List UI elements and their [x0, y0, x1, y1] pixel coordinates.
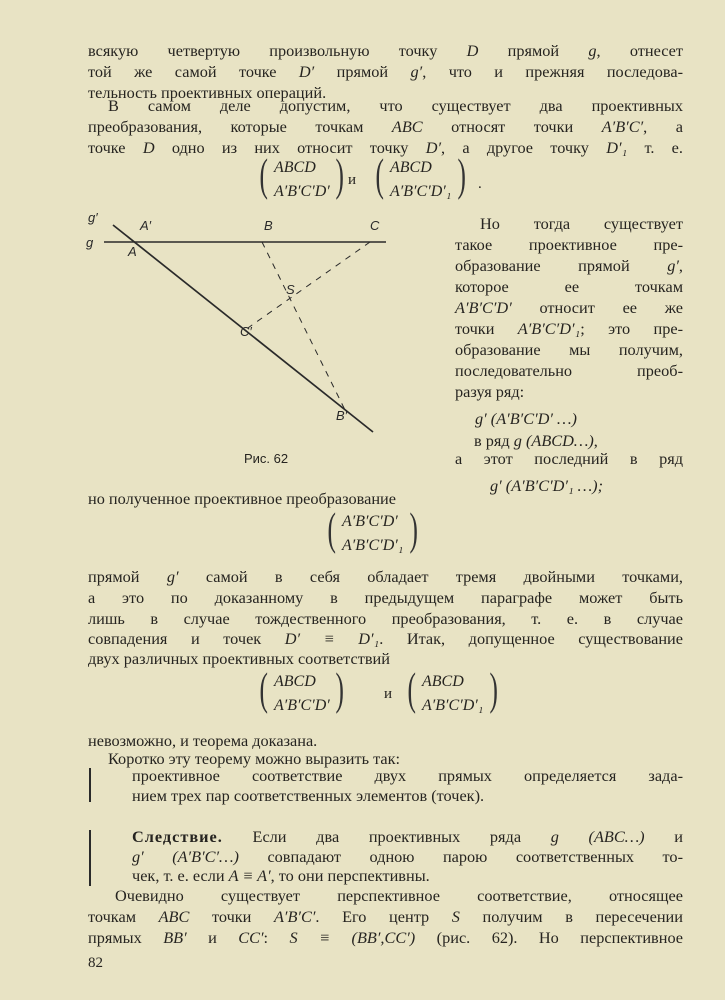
math-expression: g: [588, 41, 597, 60]
math-expression: D′: [298, 62, 315, 81]
text-segment: ; это пре-: [580, 319, 683, 338]
text-segment: точки: [455, 319, 518, 338]
text-segment: Но тогда существует: [480, 214, 683, 233]
point-label: g′: [88, 210, 98, 225]
text-segment: Очевидно существует перспективное соответствие, относящее: [115, 886, 683, 905]
point-label: A: [128, 244, 137, 259]
text-segment: всякую четвертую произвольную точку: [88, 41, 467, 60]
math-expression: S ≡ (BB′,CC′): [289, 928, 416, 947]
math-expression: A′B′C′: [601, 117, 644, 136]
math-expression: g (ABCD…): [513, 431, 594, 450]
conjunction: и: [384, 686, 393, 702]
text-segment: совпадения и точек: [88, 629, 285, 648]
text-segment: относят точки: [422, 117, 602, 136]
corollary-margin-bar: [89, 830, 91, 886]
math-expression: A′B′C′: [273, 907, 316, 926]
dashed-line-bb-prime: [262, 242, 345, 410]
corollary-label: Следствие.: [132, 827, 223, 846]
math-expression: g′ (A′B′C′D′₁ …);: [490, 476, 603, 495]
text-segment: , а другое точку: [441, 138, 607, 157]
text-segment: :: [263, 928, 290, 947]
text-segment: прямой: [314, 62, 411, 81]
figure-caption: Рис. 62: [244, 451, 289, 466]
text-segment: . Итак, допущенное существование: [379, 629, 683, 648]
math-expression: g′ (A′B′C′D′ …): [475, 409, 577, 428]
text-segment: лишь в случае тождественного преобразования, т. е. в случае: [88, 609, 683, 628]
theorem-margin-bar: [89, 768, 91, 802]
math-expression: D: [466, 41, 479, 60]
text-segment: прямой: [478, 41, 589, 60]
text-segment: тельность проективных операций.: [88, 83, 327, 102]
text-segment: , что и прежняя последова-: [422, 62, 683, 81]
text-segment: и: [186, 928, 239, 947]
point-label: B: [264, 218, 273, 233]
text-segment: разуя ряд:: [455, 382, 525, 401]
point-label: g: [86, 235, 94, 250]
text-segment: и: [644, 827, 683, 846]
math-expression: g (ABC…): [550, 827, 645, 846]
dashed-line-cc-prime: [245, 242, 370, 330]
text-segment: но полученное проективное преобразование: [88, 489, 396, 508]
math-expression: g′: [410, 62, 423, 81]
text-segment: чек, т. е. если: [132, 866, 229, 885]
text-segment: точке: [88, 138, 143, 157]
text-segment: которое ее точкам: [455, 277, 683, 296]
text-segment: прямой: [88, 567, 167, 586]
math-expression: S: [451, 907, 460, 926]
matrix-3a: ( ABCD A′B′C′D′ ): [259, 663, 345, 714]
text-segment: прямых: [88, 928, 164, 947]
math-expression: A′B′C′D′₁: [517, 319, 581, 338]
text-segment: точкам: [88, 907, 159, 926]
conjunction: и: [348, 172, 357, 188]
text-segment: а это по доказанному в предыдущем параграфе может быть: [88, 588, 683, 607]
math-expression: D′₁: [606, 138, 628, 157]
math-expression: g′: [667, 256, 679, 275]
point-label: A′: [140, 218, 152, 233]
text-segment: точки: [189, 907, 274, 926]
math-expression: ABC: [158, 907, 190, 926]
text-segment: невозможно, и теорема доказана.: [88, 731, 318, 750]
math-expression: g′ (A′B′C′…): [132, 847, 239, 866]
text-segment: нием трех пар соответственных элементов (точек).: [132, 786, 485, 805]
math-expression: g′: [166, 567, 179, 586]
text-segment: , отнесет: [596, 41, 684, 60]
matrix-3b: ( ABCD A′B′C′D′₁ ): [407, 663, 498, 714]
text-segment: а этот последний в ряд: [455, 449, 683, 468]
text-segment: такое проективное пре-: [455, 235, 683, 254]
text-segment: ,: [678, 256, 683, 275]
text-segment: т. е.: [627, 138, 683, 157]
text-segment: , то они перспективны.: [270, 866, 430, 885]
text-segment: . Его центр: [315, 907, 452, 926]
text-segment: последовательно преоб-: [455, 361, 683, 380]
matrix-2: ( A′B′C′D′ A′B′C′D′₁ ): [327, 503, 418, 554]
text-segment: преобразования, которые точкам: [88, 117, 392, 136]
text-segment: двух различных проективных соответствий: [88, 649, 390, 668]
math-expression: ABC: [391, 117, 423, 136]
text-segment: получим в пересечении: [459, 907, 683, 926]
math-expression: CC′: [238, 928, 264, 947]
math-expression: A′B′C′D′: [455, 298, 512, 317]
period: .: [478, 176, 482, 192]
text-segment: Если два проективных ряда: [222, 827, 551, 846]
math-expression: A ≡ A′: [228, 866, 271, 885]
text-segment: относит ее же: [511, 298, 683, 317]
point-label: B′: [336, 408, 348, 423]
text-segment: ,: [593, 431, 598, 450]
text-segment: (рис. 62). Но перспективное: [415, 928, 684, 947]
text-segment: , а: [643, 117, 683, 136]
text-segment: образование прямой: [455, 256, 668, 275]
math-expression: D′: [425, 138, 442, 157]
math-expression: D′ ≡ D′₁: [284, 629, 380, 648]
text-segment: проективное соответствие двух прямых определяется зада-: [132, 766, 683, 785]
math-expression: D: [142, 138, 155, 157]
text-segment: одно из них относит точку: [154, 138, 426, 157]
text-segment: В самом деле допустим, что существует два проективных: [108, 96, 683, 115]
text-segment: Коротко эту теорему можно выразить так:: [108, 749, 401, 768]
text-segment: образование мы получим,: [455, 340, 683, 359]
text-segment: той же самой точке: [88, 62, 299, 81]
math-expression: BB′: [163, 928, 187, 947]
matrix-1a: ( ABCD A′B′C′D′ ): [259, 149, 345, 200]
text-segment: в ряд: [474, 431, 514, 450]
page-number: 82: [88, 955, 103, 971]
point-label: S: [286, 282, 295, 297]
text-segment: совпадают одною парою соответственных то-: [238, 847, 683, 866]
point-label: C: [370, 218, 380, 233]
text-segment: самой в себя обладает тремя двойными точками,: [178, 567, 683, 586]
matrix-1b: ( ABCD A′B′C′D′₁ ): [375, 149, 466, 200]
point-label: C′: [240, 324, 252, 339]
